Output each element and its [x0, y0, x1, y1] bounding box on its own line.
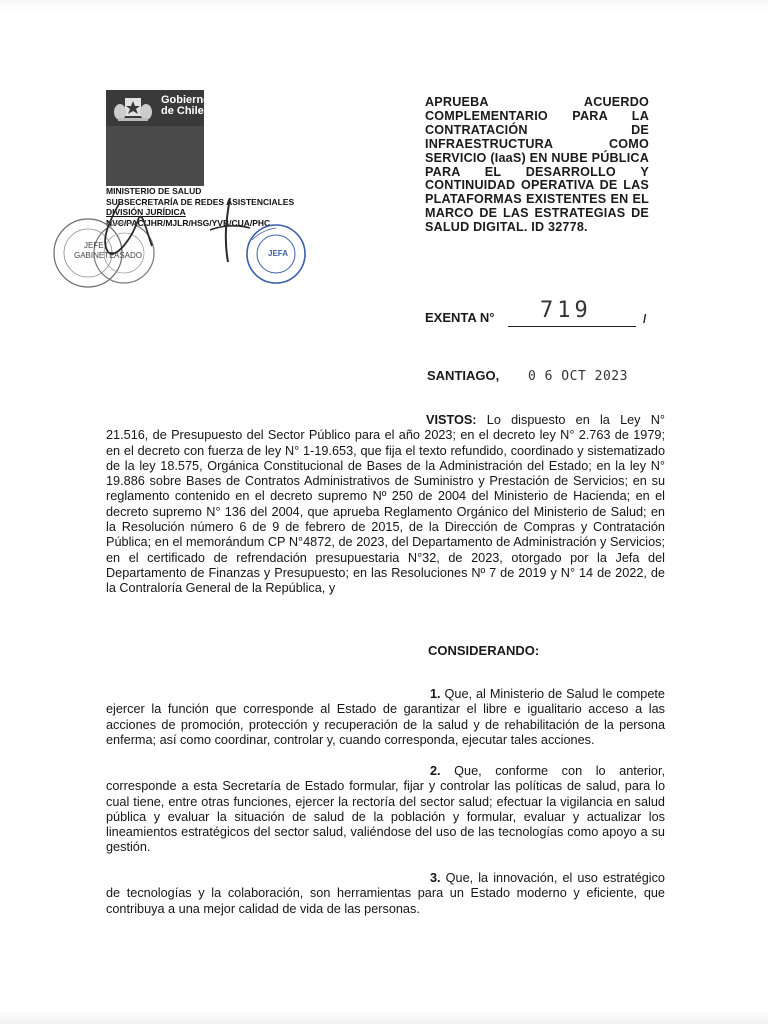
item-number: 2. — [430, 764, 441, 778]
handwritten-signature-icon — [80, 190, 270, 270]
ministry-line: DIVISIÓN JURÍDICA — [106, 207, 186, 217]
item-text: Que, la innovación, el uso estratégico de tecnologías y la colaboración, son herramientas para un Estado moderno y eficiente, que contribuya a una mejor calidad de vida de las personas. — [106, 871, 665, 916]
ministry-line: MINISTERIO DE SALUD — [106, 186, 202, 196]
santiago-label: SANTIAGO, — [427, 368, 500, 383]
ministry-line: SUBSECRETARÍA DE REDES ASISTENCIALES — [106, 196, 295, 207]
exenta-underline — [508, 326, 636, 327]
considerando-item — [106, 687, 665, 748]
vistos-paragraph — [106, 413, 665, 597]
item-text: Que, conforme con lo anterior, corresponde a esta Secretaría de Estado formular, fijar y controlar las políticas de salud, para lo cual tiene, entre otras funciones, ejercer la rectoría del sector salud; efectuar la vigilancia en salud pública y evaluar la situación de salud de la población y formular, evaluar y actualizar los lineamientos estratégicos del sector salud, valiéndose del uso de las tecnologías como apoyo a su gestión. — [106, 764, 665, 855]
santiago-date-stamp: 0 6 OCT 2023 — [528, 369, 628, 384]
vistos-text: Lo dispuesto en la Ley N° 21.516, de Presupuesto del Sector Público para el año 2023; en el decreto ley N° 2.763 de 1979; en el decreto con fuerza de ley N° 1-19.653, que fija el texto refundido, coordinado y sistematizado de la ley 18.575, Orgánica Constitucional de Bases de la Administración del Estado; en la ley N° 19.886 sobre Bases de Contratos Administrativos de Suministro y Prestación de Servicios; en su reglamento contenido en el decreto supremo Nº 250 de 2004 del Ministerio de Hacienda; en el decreto supremo N° 136 del 2004, que aprueba Reglamento Orgánico del Ministerio de Salud; en la Resolución número 6 de 9 de febrero de 2015, de la Dirección de Compras y Contratación Pública; en el memorándum CP N°4872, de 2023, del Departamento de Administración y Servicios; en el certificado de refrendación presupuestaria N°32, de 2023, otorgado por la Jefa del Departamento de Finanzas y Presupuesto; en las Resoluciones Nº 7 de 2019 y N° 14 de 2022, de la Contraloría General de la República, y — [106, 413, 665, 596]
ministry-line: NVC/PAC/JHR/MJLR/HSG/YVB/CUA/PHC — [106, 217, 271, 228]
stamp-label: JEFA — [268, 249, 289, 258]
gobierno-de-chile-logo — [106, 90, 210, 186]
exenta-number: 719 — [540, 298, 592, 323]
logo-line-1: Gobierno — [161, 94, 210, 106]
stamp-label: JEFE — [84, 241, 104, 250]
resolution-title: APRUEBA ACUERDO COMPLEMENTARIO PARA LA CONTRATACIÓN DE INFRAESTRUCTURA COMO SERVICIO (IaaS) EN NUBE PÚBLICA PARA EL DESARROLLO Y CONTINUIDAD OPERATIVA DE LAS PLATAFORMAS EXISTENTES EN EL MARCO DE LAS ESTRATEGIAS DE SALUD DIGITAL. ID 32778. — [425, 95, 649, 235]
coat-of-arms-icon — [112, 94, 154, 124]
logo-line-2: de Chile — [161, 105, 204, 117]
stamp-label: GABINETE — [74, 251, 115, 260]
logo-text — [161, 95, 210, 117]
considerando-item — [106, 871, 665, 917]
stamp-label: ASADO — [114, 251, 143, 260]
exenta-slash: / — [643, 312, 647, 326]
exenta-label: EXENTA N° — [425, 310, 495, 325]
considerando-heading: CONSIDERANDO: — [428, 643, 540, 658]
item-number: 1. — [430, 687, 441, 701]
vistos-heading: VISTOS: — [426, 413, 477, 427]
considerando-item — [106, 764, 665, 856]
item-number: 3. — [430, 871, 441, 885]
item-text: Que, al Ministerio de Salud le compete ejercer la función que corresponde al Estado de garantizar el libre e igualitario acceso a las acciones de promoción, protección y recuperación de la salud y de rehabilitación de la persona enferma; así como coordinar, controlar y, cuando corresponda, ejecutar tales acciones. — [106, 687, 665, 747]
